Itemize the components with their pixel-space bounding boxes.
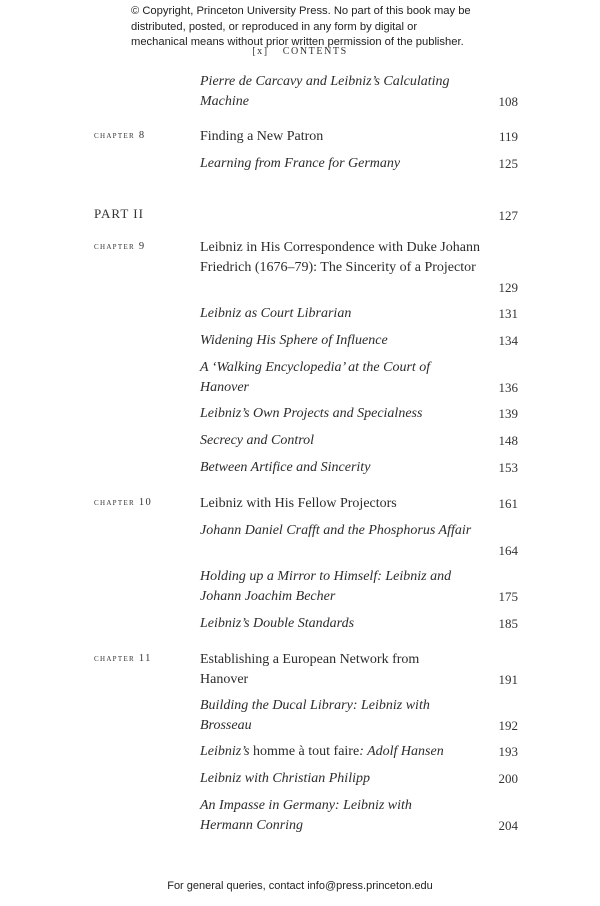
section-title: A ‘Walking Encyclopedia’ at the Court of Hanover: [200, 360, 431, 395]
title-part-italic: : Adolf Hansen: [359, 744, 444, 759]
chapter-label: chapter 10: [94, 497, 153, 508]
running-head-title: CONTENTS: [282, 46, 348, 57]
part-label: PART II: [94, 206, 144, 221]
section-title: Leibniz with Christian Philipp: [200, 771, 370, 786]
footer-contact: For general queries, contact info@press.princeton.edu: [167, 880, 433, 892]
section-title: Leibniz’s Double Standards: [200, 616, 355, 631]
chapter-title: Leibniz in His Correspondence with Duke Johann Friedrich (1676–79): The Sincerity of a Projector: [200, 240, 480, 275]
chapter-label: chapter 11: [94, 653, 152, 664]
running-head: [0, 46, 600, 57]
page-number: 136: [498, 380, 518, 395]
section-title: [200, 742, 500, 762]
section-title: An Impasse in Germany: Leibniz with Hermann Conring: [200, 798, 412, 833]
page-number: 125: [498, 156, 518, 171]
title-part-italic: Leibniz’s: [200, 744, 254, 759]
title-part-roman: homme à tout faire: [253, 744, 360, 759]
page-number: 148: [498, 433, 518, 448]
page-number: 191: [498, 672, 518, 687]
section-title: Learning from France for Germany: [200, 156, 401, 171]
page-number: 153: [498, 460, 518, 475]
chapter-title: Leibniz with His Fellow Projectors: [200, 496, 397, 511]
page-number: 185: [498, 616, 518, 631]
page-number: 119: [498, 129, 518, 144]
section-title: Widening His Sphere of Influence: [200, 333, 388, 348]
page-number: 164: [498, 543, 518, 558]
page-number: 139: [498, 406, 518, 421]
page-number: 161: [498, 496, 518, 511]
section-title: Leibniz as Court Librarian: [200, 306, 352, 321]
page-number: 131: [498, 306, 518, 321]
page-number: 192: [498, 718, 518, 733]
section-title: Between Artifice and Sincerity: [200, 460, 371, 475]
chapter-label: chapter 8: [94, 130, 146, 141]
page-folio: [x]: [252, 46, 269, 57]
page-number: 134: [498, 333, 518, 348]
chapter-title: Establishing a European Network from Hanover: [200, 652, 420, 687]
section-title: Secrecy and Control: [200, 433, 315, 448]
chapter-title: Finding a New Patron: [200, 129, 324, 144]
page-number: 108: [498, 94, 518, 109]
page-number: 204: [498, 818, 518, 833]
section-title: Holding up a Mirror to Himself: Leibniz and Johann Joachim Becher: [200, 569, 452, 604]
page-number: 129: [498, 280, 518, 295]
copyright-notice: © Copyright, Princeton University Press. No part of this book may be distributed, posted, or reproduced in any form by digital or mechanical means without prior written permission of the publisher.: [131, 5, 471, 48]
page-number: 200: [498, 771, 518, 786]
section-title: Building the Ducal Library: Leibniz with Brosseau: [200, 698, 430, 733]
chapter-label: chapter 9: [94, 241, 146, 252]
section-title: Pierre de Carcavy and Leibniz’s Calculating Machine: [200, 74, 450, 109]
section-title: Leibniz’s Own Projects and Specialness: [200, 406, 423, 421]
page-number: 193: [498, 744, 518, 759]
page-number: 175: [498, 589, 518, 604]
page-number: 127: [498, 208, 518, 223]
section-title: Johann Daniel Crafft and the Phosphorus Affair: [200, 523, 472, 538]
